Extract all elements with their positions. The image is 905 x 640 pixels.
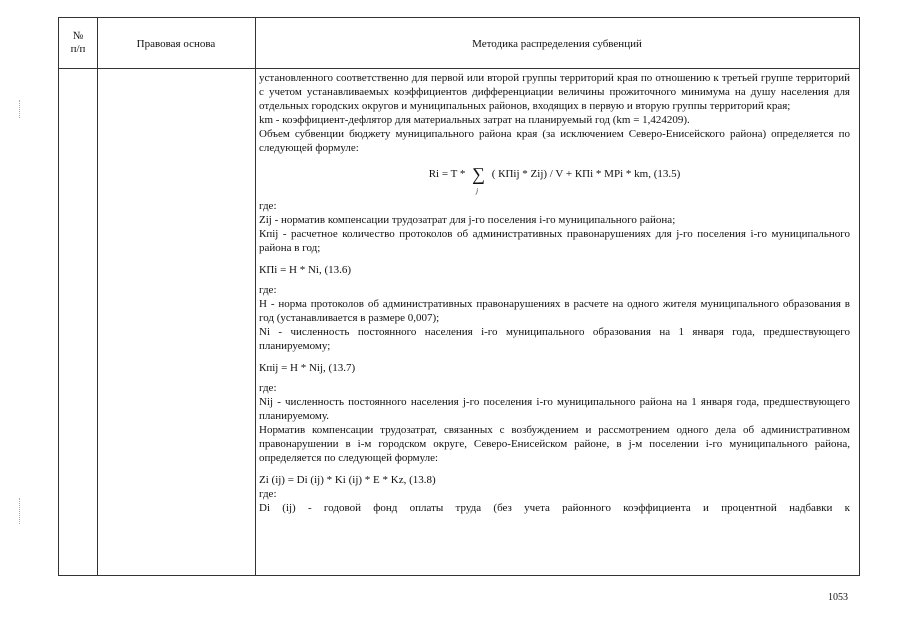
header-number-cell <box>59 30 97 56</box>
paragraph: Di (ij) - годовой фонд оплаты труда (без учета районного коэффициента и процентной надбавки к <box>259 502 850 514</box>
column-divider <box>255 18 256 575</box>
paragraph: Кпij - расчетное количество протоколов об административных правонарушениях для j-го поселения i-го муниципального района в год; <box>259 228 850 254</box>
where-label: где: <box>259 200 277 212</box>
formula-13-8: Zi (ij) = Di (ij) * Ki (ij) * Е * Kz, (13.8) <box>259 474 436 486</box>
paragraph: Н - норма протоколов об административных правонарушениях в расчете на одного жителя муниципального образования в год (устанавливается в размере 0,007); <box>259 298 850 324</box>
paragraph: Объем субвенции бюджету муниципального района края (за исключением Северо-Енисейского района) определяется по следующей формуле: <box>259 128 850 154</box>
formula-13-6: КПi = Н * Ni, (13.6) <box>259 264 352 276</box>
sigma-symbol: ∑ j <box>472 155 485 193</box>
header-legal-basis: Правовая основа <box>136 38 216 50</box>
formula-13-7: Кпij = Н * Nij, (13.7) <box>259 362 356 374</box>
header-number-symbol: № <box>72 30 84 42</box>
where-label: где: <box>259 382 277 394</box>
paragraph: установленного соответственно для первой или второй группы территорий края по отношению к третьей группе территорий с учетом устанавливаемых коэффициентов дифференциации величины прожиточного минимума на душу населения для отдельных городских округов и муниципальных районов, входящих в первую и вторую группы территорий края; <box>259 72 850 112</box>
document-table <box>58 17 860 576</box>
page-number: 1053 <box>828 592 848 603</box>
paragraph: Ni - численность постоянного населения i-го муниципального образования на 1 января года, предшествующего планируемому; <box>259 326 850 352</box>
paragraph: Zij - норматив компенсации трудозатрат для j-го поселения i-го муниципального района; <box>259 214 676 226</box>
header-divider <box>59 68 859 69</box>
paragraph: Норматив компенсации трудозатрат, связанных с возбуждением и рассмотрением одного дела об административном правонарушении в i-м городском округе, Северо-Енисейском районе, в j-м поселении i-го муниципального района, определяется по следующей формуле: <box>259 424 850 464</box>
where-label: где: <box>259 488 277 500</box>
formula-13-5 <box>259 155 850 196</box>
formula-part: Ri = T * <box>428 168 466 180</box>
header-method: Методика распределения субвенций <box>472 38 642 50</box>
where-label: где: <box>259 284 277 296</box>
formula-part: ( КПij * Zij) / V + КПi * МРi * km, (13.5) <box>491 168 681 180</box>
margin-mark <box>19 100 21 118</box>
method-text <box>259 71 850 515</box>
column-divider <box>97 18 98 575</box>
header-number-label: п/п <box>70 43 86 55</box>
paragraph: Nij - численность постоянного населения j-го поселения i-го муниципального района на 1 января года, предшествующего планируемому. <box>259 396 850 422</box>
margin-mark <box>19 498 21 524</box>
paragraph: km - коэффициент-дефлятор для материальных затрат на планируемый год (km = 1,424209). <box>259 114 690 126</box>
sigma-subscript: j <box>476 187 479 196</box>
